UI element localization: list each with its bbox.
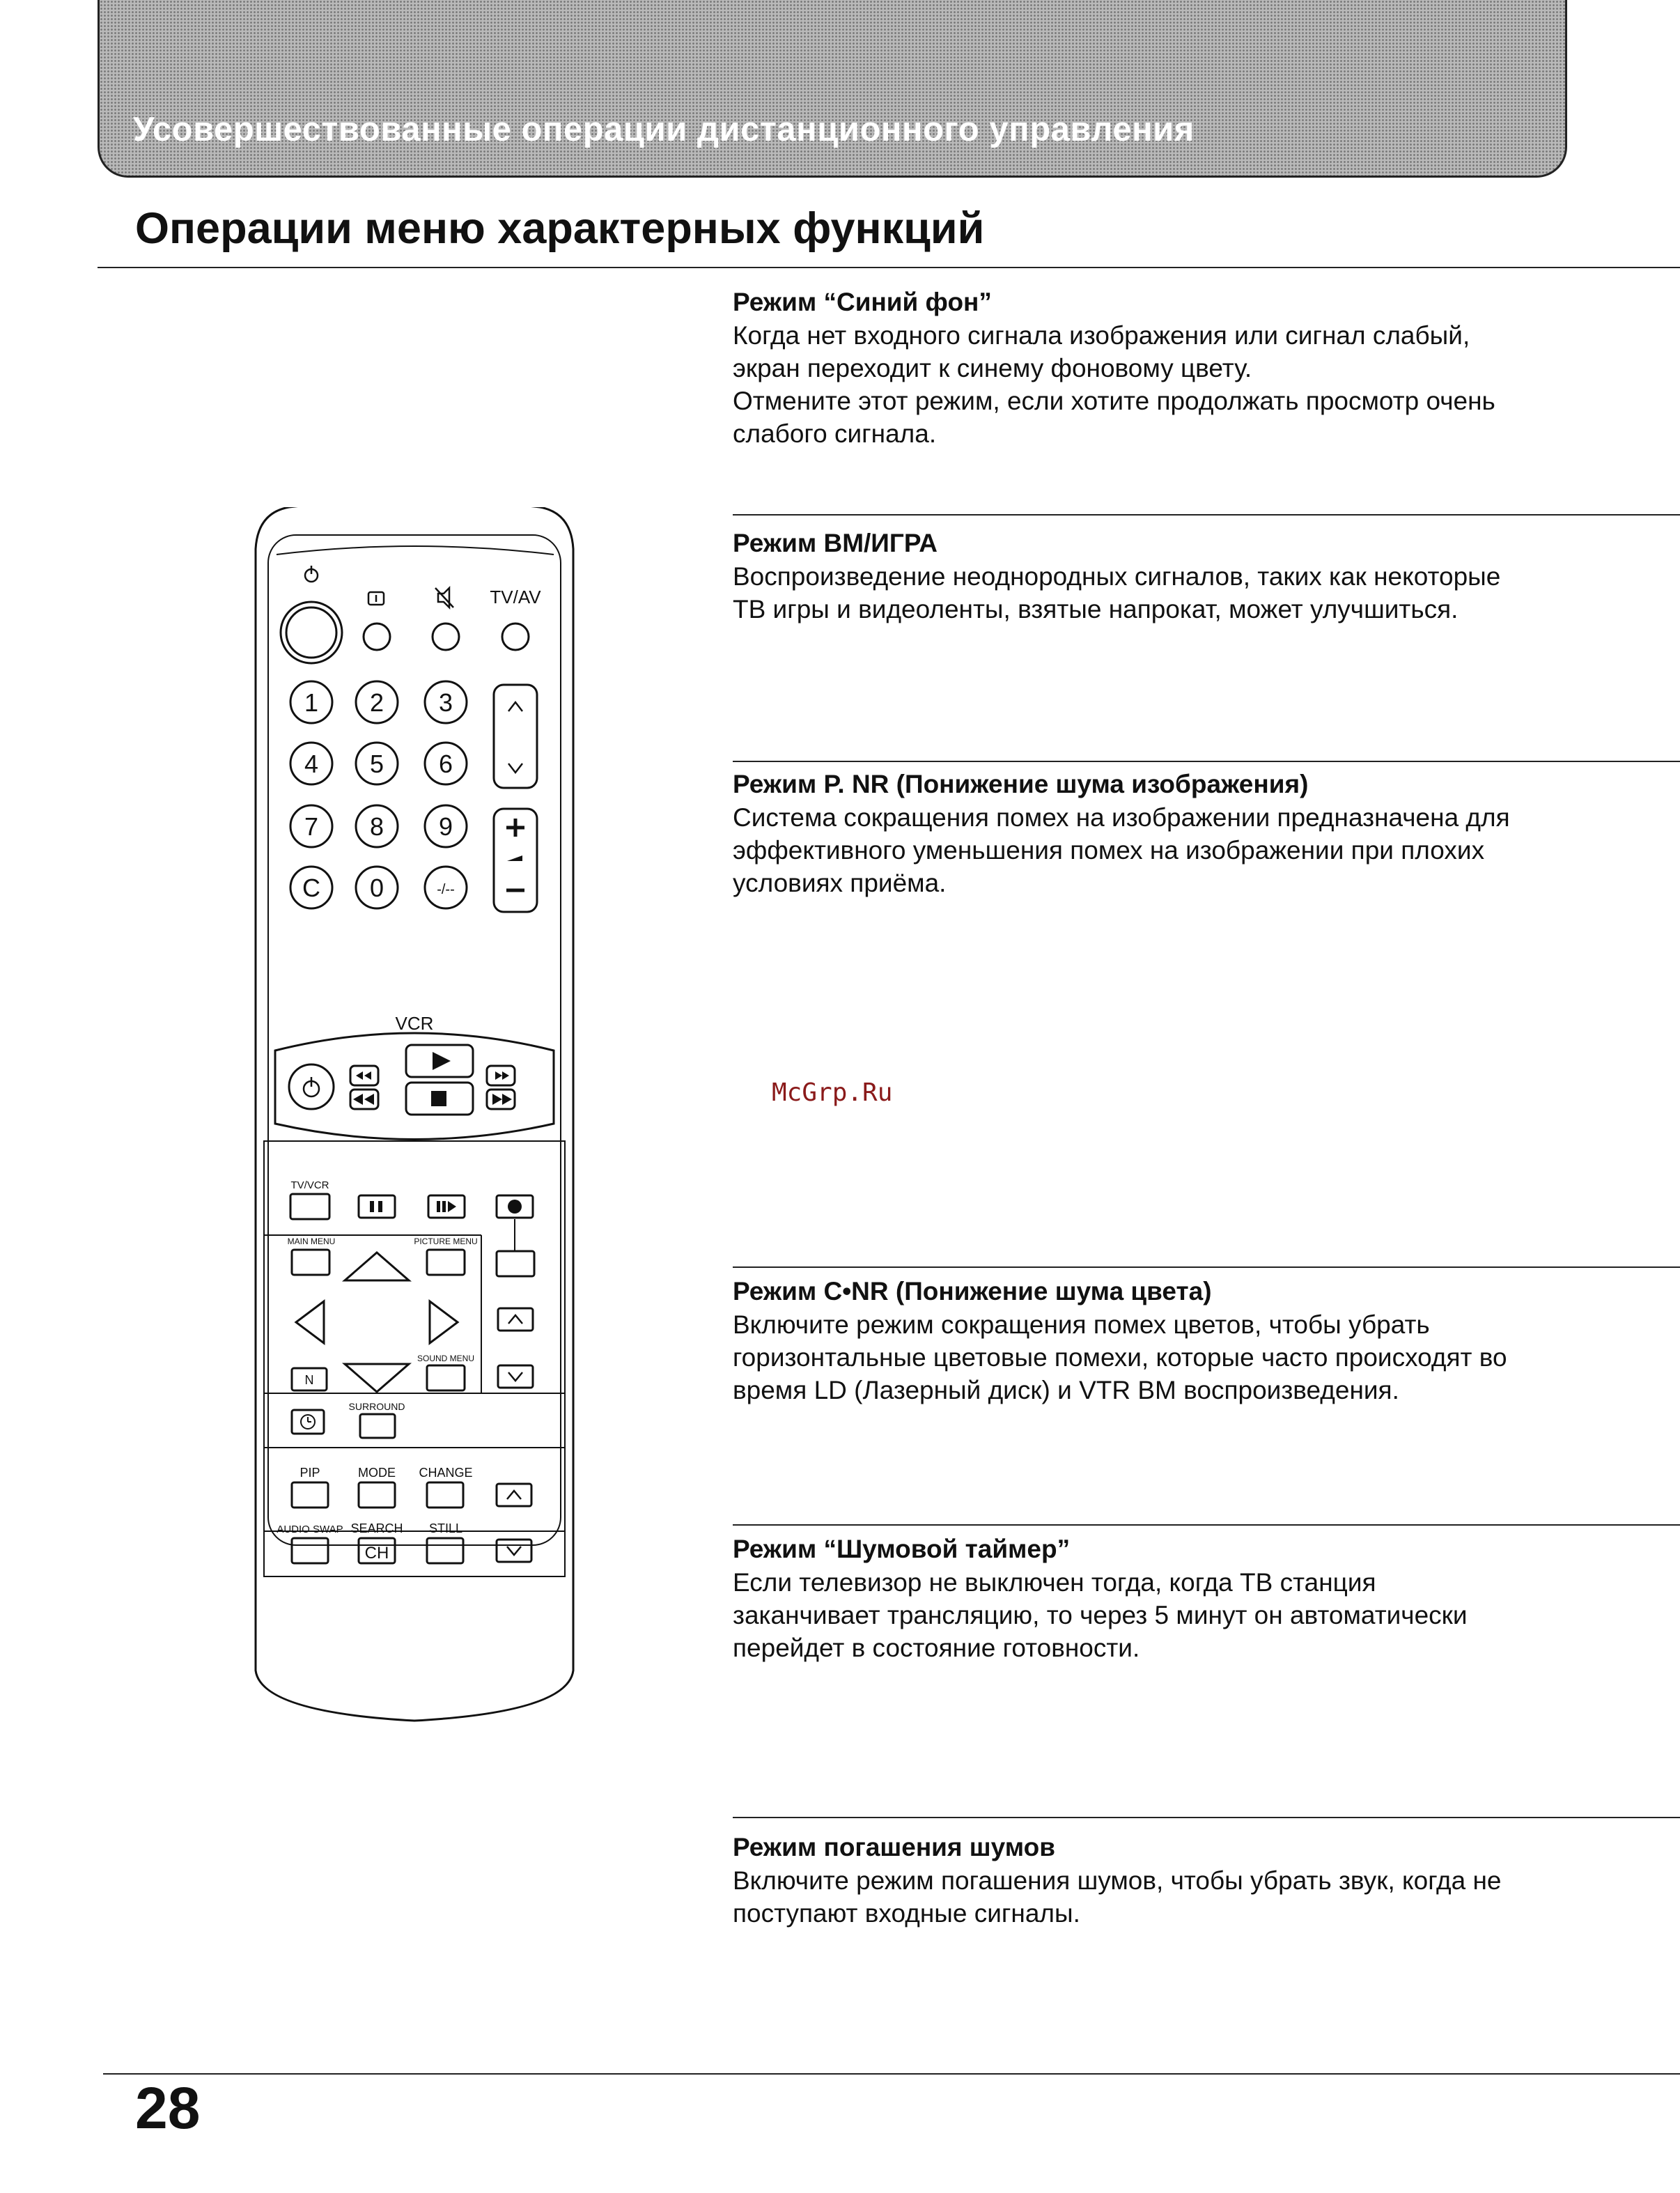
picture-menu-label: PICTURE MENU	[414, 1237, 478, 1246]
slow-icon	[437, 1201, 440, 1212]
section-rule	[733, 1266, 1680, 1268]
number-label: 8	[369, 812, 384, 841]
section-text: Система сокращения помех на изображении предназначена для эффективного уменьшения помех на изображении при плохих условиях приёма.	[733, 803, 1510, 897]
section-text: Если телевизор не выключен тогда, когда ТВ станция заканчивает трансляцию, то через 5 минут он автоматически перейдет в состояние готовности.	[733, 1568, 1468, 1662]
section-text: Воспроизведение неоднородных сигналов, таких как некоторые ТВ игры и видеоленты, взятые напрокат, может улучшиться.	[733, 562, 1501, 623]
chevron-up-icon	[508, 1315, 522, 1324]
section-rule	[733, 514, 1680, 516]
arrow-down-button[interactable]	[345, 1364, 409, 1392]
section-text: Когда нет входного сигнала изображения или сигнал слабый, экран переходит к синему фоновому цвету. Отмените этот режим, если хотите продолжать просмотр очень слабого сигнала.	[733, 321, 1495, 448]
number-label: 3	[438, 688, 453, 717]
page-number: 28	[135, 2075, 201, 2141]
mute-icon	[435, 588, 453, 607]
arrow-right-button[interactable]	[430, 1301, 458, 1343]
record-icon	[508, 1200, 522, 1214]
display-button[interactable]	[364, 623, 390, 650]
still-label: STILL	[428, 1521, 463, 1535]
number-label: C	[302, 874, 320, 902]
tv-vcr-label: TV/VCR	[290, 1179, 329, 1191]
change-button[interactable]	[427, 1482, 463, 1508]
section-title: Режим “Шумовой таймер”	[733, 1535, 1071, 1563]
section-pnr	[733, 768, 1596, 899]
number-label: 5	[369, 750, 384, 778]
arrow-up-button[interactable]	[345, 1253, 409, 1280]
search-label: SEARCH	[350, 1521, 403, 1535]
still-button[interactable]	[427, 1538, 463, 1563]
section-title: Режим “Синий фон”	[733, 288, 992, 316]
pip-label: PIP	[300, 1466, 320, 1480]
sound-menu-label: SOUND MENU	[417, 1354, 475, 1363]
number-label: -/--	[437, 882, 455, 897]
section-title: Режим P. NR (Понижение шума изображения)	[733, 770, 1309, 798]
number-label: 0	[369, 874, 384, 902]
pip-button[interactable]	[292, 1482, 328, 1508]
main-menu-button[interactable]	[292, 1250, 329, 1275]
n-label: N	[304, 1373, 314, 1387]
surround-button[interactable]	[360, 1414, 395, 1438]
section-title: Режим ВМ/ИГРА	[733, 529, 938, 557]
surround-label: SURROUND	[348, 1401, 405, 1412]
main-menu-label: MAIN MENU	[287, 1237, 336, 1246]
sound-menu-button[interactable]	[427, 1365, 465, 1390]
slow-button[interactable]	[428, 1195, 465, 1218]
power-button[interactable]	[281, 602, 342, 663]
power-icon	[304, 1077, 319, 1096]
number-label: 6	[438, 750, 453, 778]
number-label: 1	[304, 688, 319, 717]
pause-button[interactable]	[359, 1195, 395, 1218]
change-label: CHANGE	[419, 1466, 473, 1480]
index-button[interactable]	[497, 1251, 534, 1276]
pip-up-button[interactable]	[497, 1484, 531, 1506]
rewind-icon	[353, 1094, 374, 1105]
rewind-icon	[356, 1071, 371, 1080]
ch-label: CH	[364, 1544, 389, 1563]
section-vm-game	[733, 527, 1596, 626]
chevron-down-icon	[508, 1372, 522, 1381]
mute-button[interactable]	[433, 623, 459, 650]
chevron-up-icon	[507, 1491, 521, 1499]
section-cnr	[733, 1275, 1596, 1407]
picture-menu-button[interactable]	[427, 1250, 465, 1275]
audio-swap-label: AUDIO SWAP	[277, 1524, 343, 1535]
mode-label: MODE	[358, 1466, 396, 1480]
tv-vcr-button[interactable]	[290, 1194, 329, 1219]
display-icon	[368, 592, 384, 605]
power-icon	[305, 566, 318, 582]
number-label: 2	[369, 688, 384, 717]
volume-up-icon	[506, 819, 524, 837]
forward-icon	[495, 1071, 509, 1080]
section-text: Включите режим погашения шумов, чтобы убрать звук, когда не поступают входные сигналы.	[733, 1866, 1502, 1928]
down-button[interactable]	[498, 1365, 533, 1388]
audio-swap-button[interactable]	[292, 1538, 328, 1563]
play-icon	[433, 1052, 451, 1070]
title-rule	[98, 267, 1680, 268]
tv-av-label: TV/AV	[490, 587, 541, 607]
section-rule	[733, 761, 1680, 762]
mode-button[interactable]	[359, 1482, 395, 1508]
arrow-left-button[interactable]	[296, 1301, 324, 1343]
section-rule	[733, 1817, 1680, 1818]
section-title: Режим C•NR (Понижение шума цвета)	[733, 1277, 1212, 1305]
up-button[interactable]	[498, 1308, 533, 1331]
fast-forward-icon	[492, 1094, 512, 1105]
timer-icon	[301, 1415, 315, 1429]
section-text: Включите режим сокращения помех цветов, чтобы убрать горизонтальные цветовые помехи, которые часто происходят во время LD (Лазерный диск) и VTR ВМ воспроизведения.	[733, 1310, 1507, 1404]
section-blue-background	[733, 286, 1596, 450]
chevron-up-icon	[508, 702, 522, 711]
number-label: 9	[438, 812, 453, 841]
number-label: 4	[304, 750, 319, 778]
number-label: 7	[304, 812, 319, 841]
pause-icon	[370, 1201, 374, 1212]
footer-rule	[103, 2073, 1680, 2075]
section-rule	[733, 1524, 1680, 1526]
watermark: McGrp.Ru	[772, 1078, 893, 1107]
section-title: Режим погашения шумов	[733, 1833, 1055, 1861]
section-noise-mute	[733, 1831, 1596, 1930]
stop-icon	[431, 1091, 446, 1106]
vcr-panel	[275, 1033, 554, 1140]
vcr-label: VCR	[395, 1013, 434, 1034]
pip-down-button[interactable]	[497, 1540, 531, 1562]
section-noise-timer	[733, 1533, 1596, 1664]
remote-control	[247, 507, 582, 1723]
header-banner	[98, 0, 1567, 178]
chevron-down-icon	[507, 1547, 521, 1555]
chevron-down-icon	[508, 764, 522, 773]
tv-av-button[interactable]	[502, 623, 529, 650]
page-title: Операции меню характерных функций	[135, 204, 985, 253]
banner-title: Усовершествованные операции дистанционного управления	[133, 111, 1195, 148]
remote-drawing	[247, 507, 582, 1723]
volume-level-icon	[507, 855, 522, 861]
